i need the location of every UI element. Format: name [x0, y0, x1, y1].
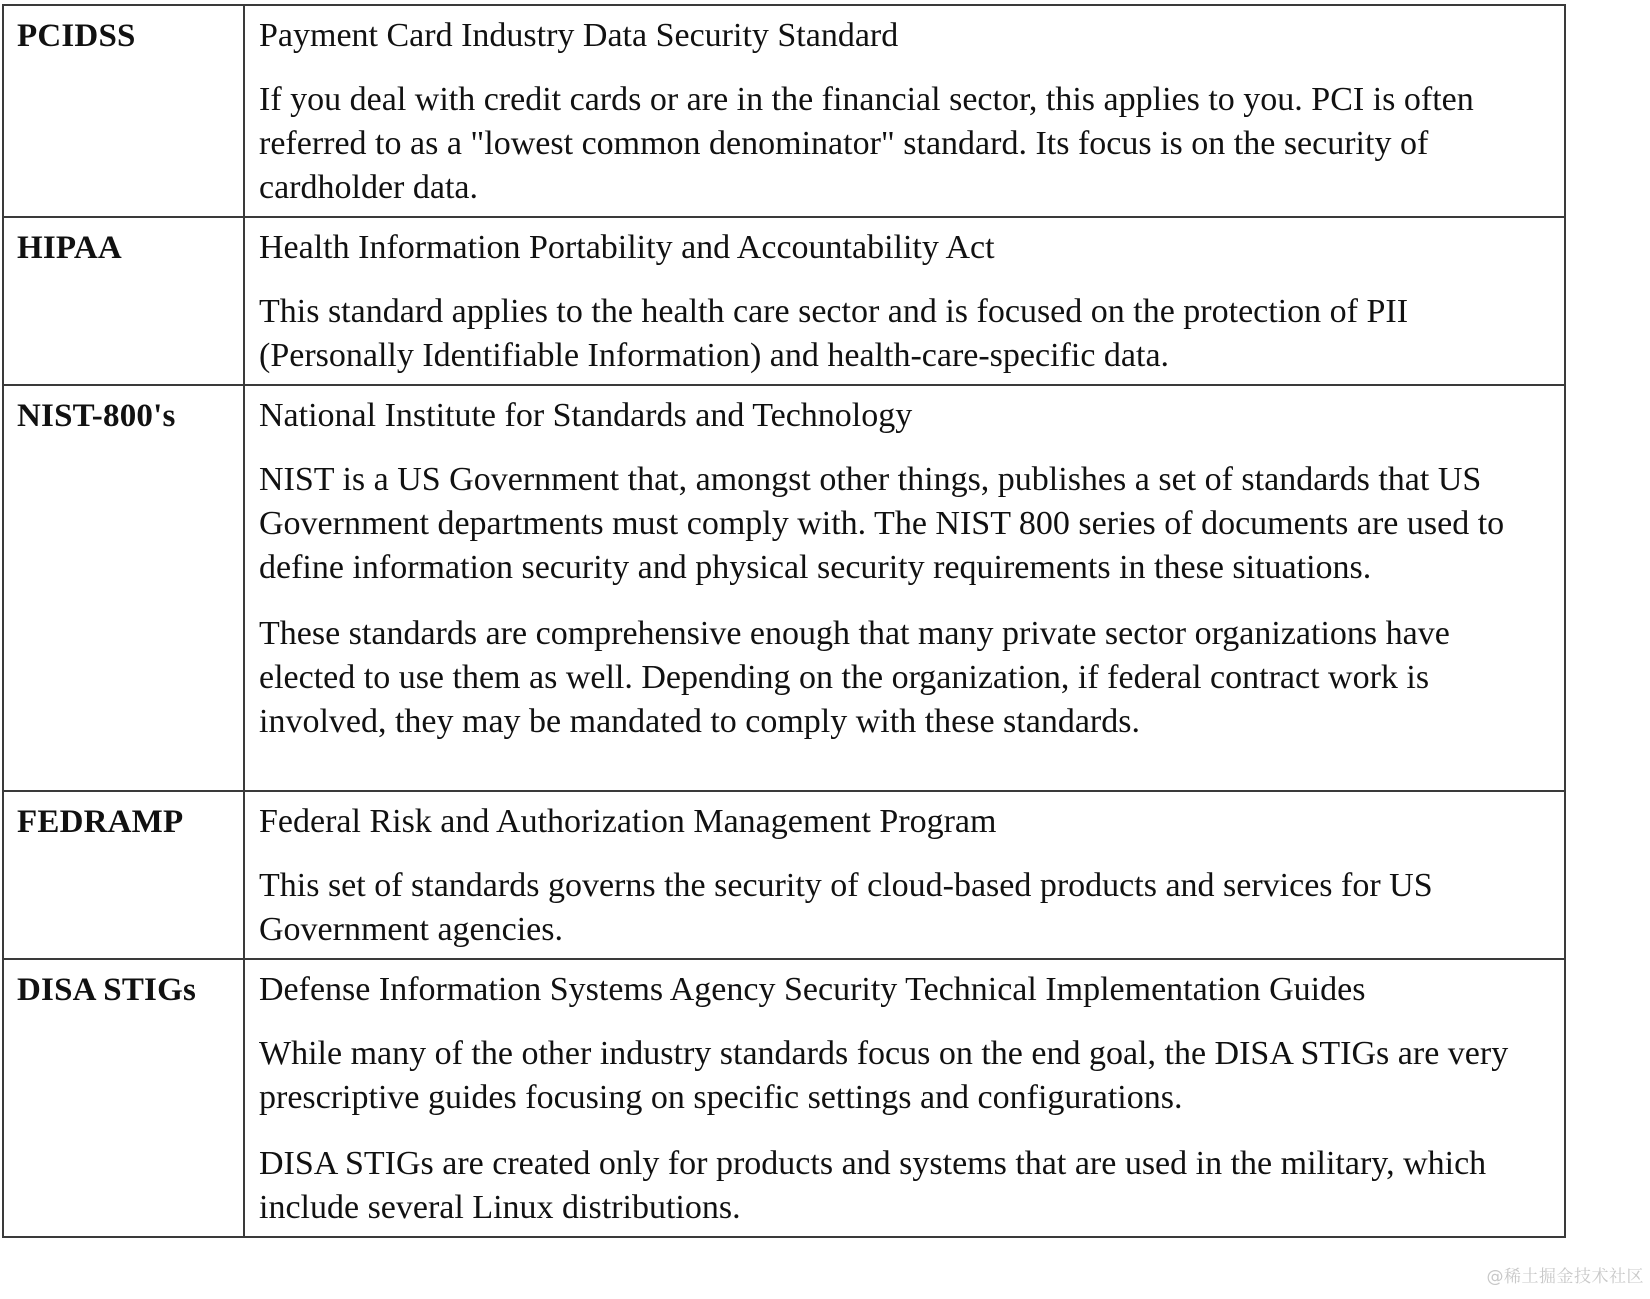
table-row-pcidss [3, 5, 1565, 217]
abbr-cell [3, 959, 244, 1237]
security-standards-table [2, 4, 1566, 1238]
standard-full-name: Federal Risk and Authorization Management Program [259, 803, 997, 840]
standard-description: These standards are comprehensive enough that many private sector organizations have elected to use them as well. Depending on the organization, if federal contract work is involved, they may be mandated to comply with these standards. [259, 615, 1450, 740]
standard-abbreviation: DISA STIGs [17, 972, 197, 1008]
standard-description: DISA STIGs are created only for products and systems that are used in the military, which include several Linux distributions. [259, 1145, 1487, 1226]
standard-full-name: Payment Card Industry Data Security Standard [259, 17, 899, 54]
standard-description: This standard applies to the health care sector and is focused on the protection of PII (Personally Identifiable Information) and health-care-specific data. [259, 293, 1409, 374]
table-row-nist-800 [3, 385, 1565, 791]
standard-abbreviation: PCIDSS [17, 18, 136, 54]
table-row-hipaa [3, 217, 1565, 385]
abbr-cell [3, 791, 244, 959]
description-cell [244, 385, 1565, 791]
standard-description: If you deal with credit cards or are in the financial sector, this applies to you. PCI is often referred to as a "lowest common denominator" standard. Its focus is on the security of cardholder data. [259, 81, 1474, 206]
standard-abbreviation: NIST-800's [17, 398, 176, 434]
standard-abbreviation: HIPAA [17, 230, 122, 266]
abbr-cell [3, 5, 244, 217]
description-cell [244, 791, 1565, 959]
standard-full-name: Health Information Portability and Accountability Act [259, 229, 995, 266]
description-cell [244, 959, 1565, 1237]
standard-description: While many of the other industry standards focus on the end goal, the DISA STIGs are very prescriptive guides focusing on specific settings and configurations. [259, 1035, 1509, 1116]
standard-abbreviation: FEDRAMP [17, 804, 184, 840]
standard-full-name: National Institute for Standards and Technology [259, 397, 913, 434]
standard-description: This set of standards governs the security of cloud-based products and services for US Government agencies. [259, 867, 1433, 948]
abbr-cell [3, 217, 244, 385]
standard-full-name: Defense Information Systems Agency Security Technical Implementation Guides [259, 971, 1366, 1008]
description-cell [244, 5, 1565, 217]
watermark-text: @稀土掘金技术社区 [1486, 1267, 1644, 1287]
table-row-disa-stigs [3, 959, 1565, 1237]
table-row-fedramp [3, 791, 1565, 959]
abbr-cell [3, 385, 244, 791]
standard-description: NIST is a US Government that, amongst other things, publishes a set of standards that US Government departments must comply with. The NIST 800 series of documents are used to define information security and physical security requirements in these situations. [259, 461, 1505, 586]
description-cell [244, 217, 1565, 385]
